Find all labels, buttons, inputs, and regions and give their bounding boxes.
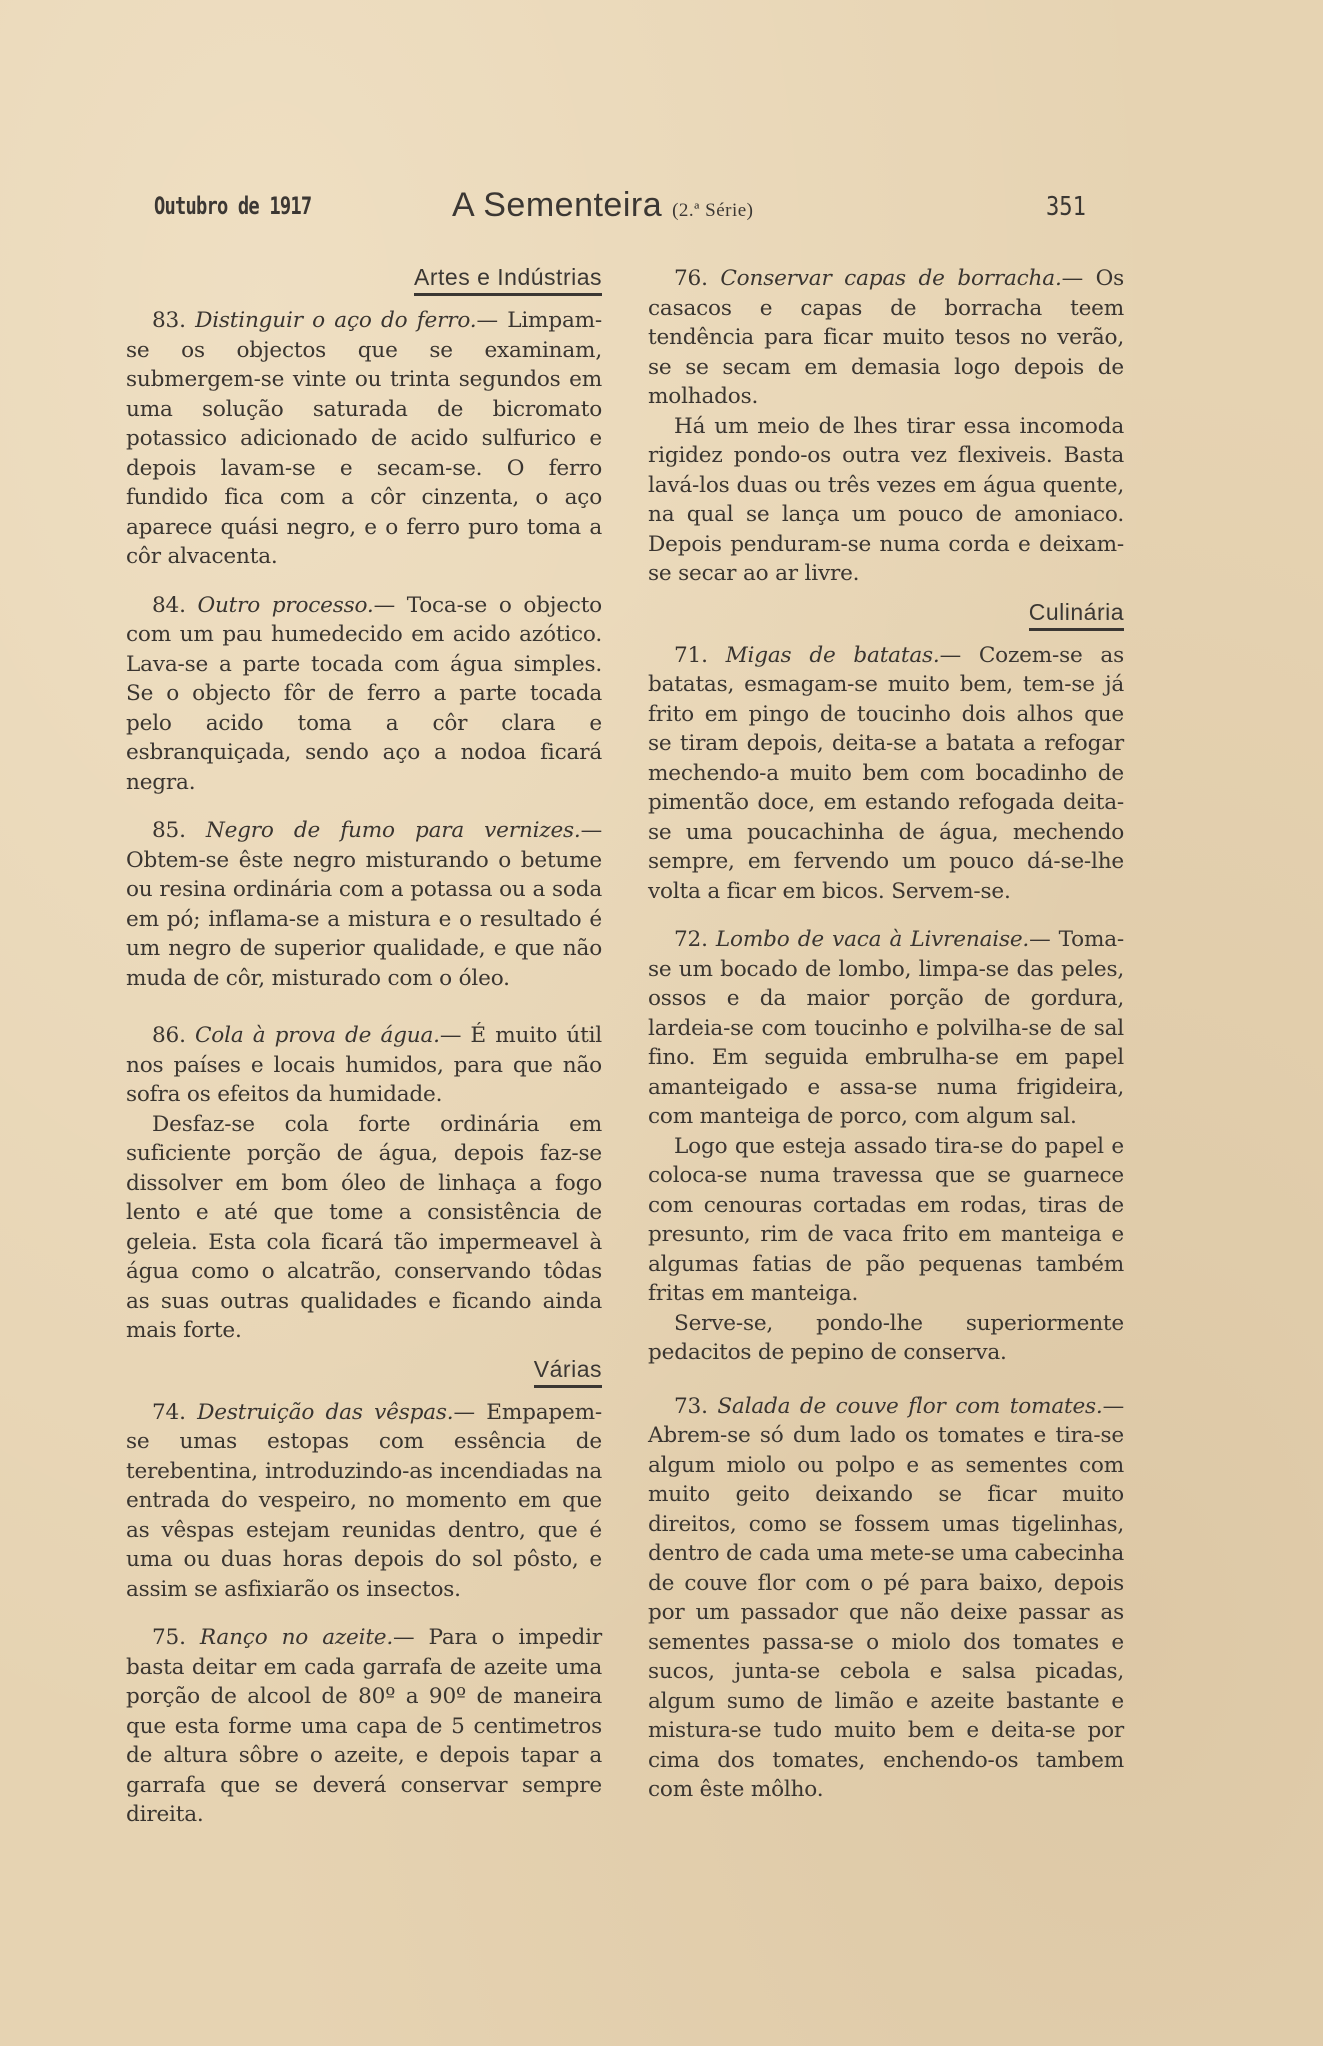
article-74	[126, 1398, 602, 1605]
article-paragraph	[648, 641, 1124, 907]
article-75	[126, 1623, 602, 1830]
article-number: 84.	[152, 592, 186, 618]
article-paragraph	[126, 1623, 602, 1830]
article-number: 76.	[674, 266, 708, 291]
article-title: Destruição das vêspas.	[197, 1399, 454, 1425]
article-number: 86.	[152, 1023, 186, 1048]
article-paragraph	[648, 1392, 1124, 1805]
right-column	[648, 264, 1124, 1805]
article-paragraph: Logo que esteja assado tira-se do papel e coloca-se numa travessa que se guarnece com cenouras cortadas em rodas, tiras de presunto, rim de vaca frito em manteiga e algumas fatias de pão pequenas também fritas em manteiga.	[648, 1133, 1124, 1306]
article-71	[648, 641, 1124, 907]
article-number: 73.	[674, 1393, 708, 1419]
article-title: Ranço no azeite.	[199, 1625, 394, 1650]
article-text: — Toca-se o objecto com um pau humedecido em acido azótico. Lava-se a parte tocada com água simples. Se o objecto fôr de ferro a parte tocada pelo acido toma a côr clara e esbranquiçada, sendo aço a nodoa ficará negra.	[126, 592, 602, 795]
article-number: 71.	[674, 642, 708, 668]
article-number: 74.	[152, 1399, 186, 1425]
article-text: — Para o impedir basta deitar em cada garrafa de azeite uma porção de alcool de 80º a 90º de maneira que esta forme uma capa de 5 centimetros de altura sôbre o azeite, e depois tapar a garrafa que se deverá conservar sempre direita.	[126, 1625, 602, 1827]
header-title-group	[452, 186, 754, 225]
article-text: — Obtem-se êste negro misturando o betume ou resina ordinária com a potassa ou a soda em pó; inflama-se a mistura e o resultado é um negro de superior qualidade, e que não muda de côr, misturado com o óleo.	[126, 818, 603, 991]
article-title: Migas de batatas.	[725, 642, 940, 668]
header-series: (2.ª Série)	[672, 200, 754, 221]
article-84	[126, 591, 602, 798]
article-number: 72.	[674, 927, 708, 952]
section-heading-varias	[126, 1356, 602, 1388]
left-column	[126, 264, 602, 1830]
article-paragraph: Serve-se, pondo-lhe superiormente pedacitos de pepino de conserva.	[648, 1310, 1124, 1365]
article-paragraph	[648, 925, 1124, 1132]
article-number: 83.	[152, 308, 186, 333]
article-85	[126, 816, 602, 993]
section-heading-artes-text: Artes e Indústrias	[414, 264, 602, 296]
article-title: Conservar capas de borracha.	[720, 266, 1062, 291]
article-73	[648, 1392, 1124, 1805]
header-title: A Sementeira	[452, 186, 663, 224]
section-heading-culinaria-text: Culinária	[1029, 599, 1124, 631]
article-text: — Abrem-se só dum lado os tomates e tira-se algum miolo ou polpo e as sementes com muito geito deixando se ficar muito direitos, como se fossem umas tigelinhas, dentro de cada uma mete-se uma cabecinha de couve flor com o pé para baixo, depois por um passador que não deixe passar as sementes passa-se o miolo dos tomates e sucos, junta-se cebola e salsa picadas, algum sumo de limão e azeite bastante e mistura-se tudo muito bem e deita-se por cima dos tomates, enchendo-os tambem com êste môlho.	[648, 1393, 1125, 1802]
article-83	[126, 306, 602, 572]
running-head	[0, 186, 1323, 230]
article-text: — É muito útil nos países e locais humidos, para que não sofra os efeitos da humidade.	[126, 1023, 602, 1107]
article-paragraph	[126, 591, 602, 798]
page-number: 351	[1046, 192, 1086, 222]
article-paragraph	[126, 1398, 602, 1605]
article-title: Negro de fumo para vernizes.	[205, 818, 581, 843]
article-76	[648, 264, 1124, 589]
article-number: 85.	[152, 818, 186, 843]
article-paragraph	[126, 306, 602, 572]
section-heading-culinaria	[648, 599, 1124, 631]
article-paragraph	[126, 1021, 602, 1110]
article-title: Lombo de vaca à Livrenaise.	[715, 927, 1030, 952]
article-paragraph	[126, 816, 602, 993]
article-title: Outro processo.	[197, 592, 374, 618]
article-text: — Toma-se um bocado de lombo, limpa-se das peles, ossos e da maior porção de gordura, lardeia-se com toucinho e polvilha-se de sal fino. Em seguida embrulha-se em papel amanteigado e assa-se numa frigideira, com manteiga de porco, com algum sal.	[648, 927, 1125, 1129]
article-86	[126, 1021, 602, 1346]
article-number: 75.	[152, 1625, 186, 1650]
section-heading-artes	[126, 264, 602, 296]
article-text: — Os casacos e capas de borracha teem tendência para ficar muito tesos no verão, se se secam em demasia logo depois de molhados.	[648, 266, 1124, 409]
article-text: — Empapem-se umas estopas com essência de terebentina, introduzindo-as incendiadas na entrada do vespeiro, no momento em que as vêspas estejam reunidas dentro, que é uma ou duas horas depois do sol pôsto, e assim se asfixiarão os insectos.	[126, 1399, 602, 1602]
article-title: Salada de couve flor com tomates.	[717, 1393, 1103, 1419]
header-date: Outubro de 1917	[154, 192, 312, 220]
article-title: Distinguir o aço do ferro.	[195, 308, 477, 333]
article-text: — Limpam-se os objectos que se examinam, submergem-se vinte ou trinta segundos em uma solução saturada de bicromato potassico adicionado de acido sulfurico e depois lavam-se e secam-se. O ferro fundido fica com a côr cinzenta, o aço aparece quási negro, e o ferro puro toma a côr alvacenta.	[126, 308, 603, 569]
article-text: — Cozem-se as batatas, esmagam-se muito bem, tem-se já frito em pingo de toucinho dois alhos que se tiram depois, deita-se a batata a refogar mechendo-a muito bem com bocadinho de pimentão doce, em estando refogada deita-se uma poucachinha de água, mechendo sempre, em fervendo um pouco dá-se-lhe volta a ficar em bicos. Servem-se.	[648, 642, 1124, 904]
section-heading-varias-text: Várias	[534, 1356, 602, 1388]
article-72	[648, 925, 1124, 1368]
article-paragraph	[648, 264, 1124, 412]
article-title: Cola à prova de água.	[194, 1023, 440, 1048]
article-paragraph: Desfaz-se cola forte ordinária em suficiente porção de água, depois faz-se dissolver em bom óleo de linhaça a fogo lento e até que tome a consistência de geleia. Esta cola ficará tão impermeavel à água como o alcatrão, conservando tôdas as suas outras qualidades e ficando ainda mais forte.	[126, 1111, 602, 1343]
article-paragraph: Há um meio de lhes tirar essa incomoda rigidez pondo-os outra vez flexiveis. Basta lavá-los duas ou três vezes em água quente, na qual se lança um pouco de amoniaco. Depois penduram-se numa corda e deixam-se secar ao ar livre.	[648, 413, 1124, 586]
